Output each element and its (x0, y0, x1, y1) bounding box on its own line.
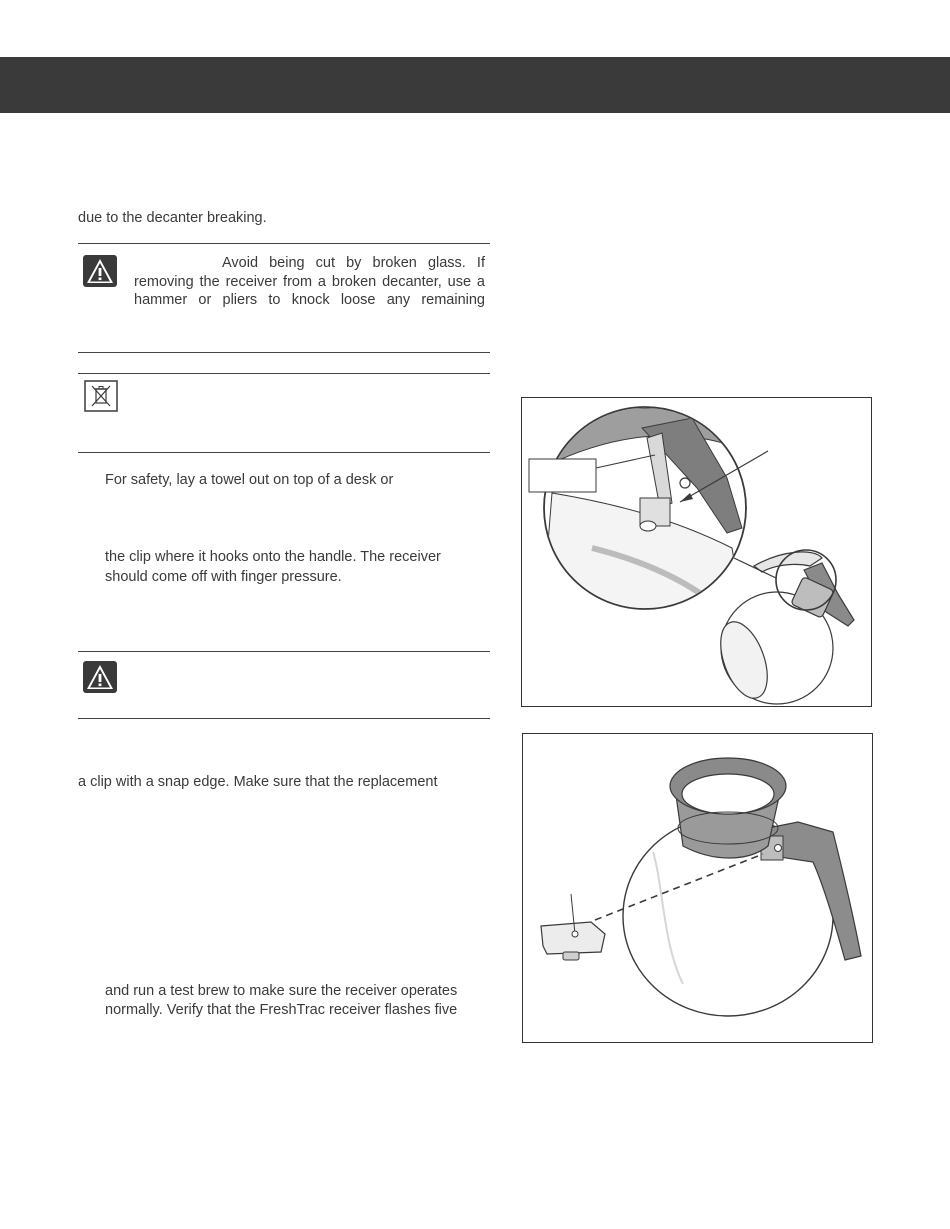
step-test-line2: normally. Verify that the FreshTrac receiver flashes five (105, 1002, 458, 1018)
receiver-removal-illustration (522, 398, 872, 707)
warning1-line1: Avoid being cut by broken glass. If (222, 255, 485, 271)
step-safety-text: For safety, lay a towel out on top of a desk or (105, 472, 394, 488)
step-clip-line1: the clip where it hooks onto the handle. The receiver (105, 549, 441, 565)
warning-triangle-icon (83, 661, 117, 693)
rule-disposal-bottom (78, 452, 490, 453)
warning1-line3: hammer or pliers to knock loose any remaining (134, 292, 485, 308)
warning1-line2: removing the receiver from a broken decanter, use a (134, 274, 485, 290)
rule-warning1-top (78, 243, 490, 244)
receiver-replacement-illustration (523, 734, 873, 1043)
rule-warning2-top (78, 651, 490, 652)
rule-warning2-bottom (78, 718, 490, 719)
header-band (0, 57, 950, 113)
figure-receiver-removal (521, 397, 872, 707)
figure-receiver-replacement (522, 733, 873, 1043)
warning-triangle-icon (83, 255, 117, 287)
rule-warning1-bottom (78, 352, 490, 353)
paragraph-snap-edge: a clip with a snap edge. Make sure that the replacement (78, 774, 438, 790)
crossed-out-bin-icon (84, 380, 118, 412)
step-test-line1: and run a test brew to make sure the receiver operates (105, 983, 458, 999)
rule-disposal-top (78, 373, 490, 374)
paragraph-top: due to the decanter breaking. (78, 210, 267, 226)
step-clip-line2: should come off with finger pressure. (105, 569, 342, 585)
